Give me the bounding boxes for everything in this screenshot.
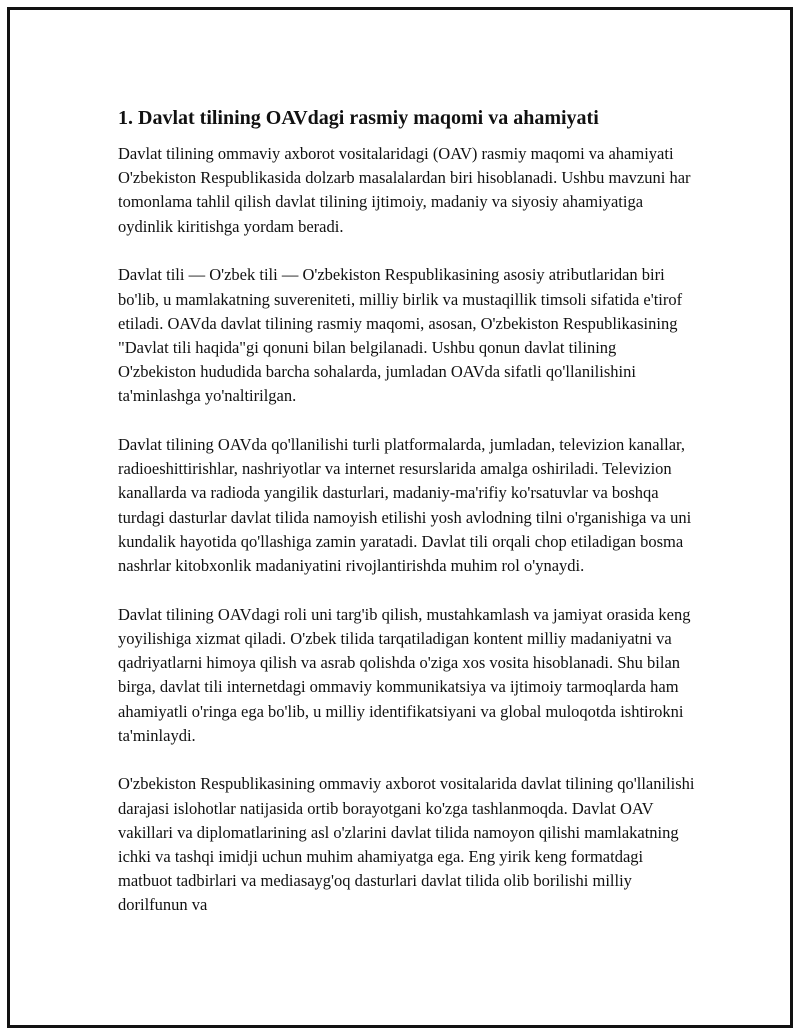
document-body <box>118 94 698 942</box>
paragraph-3: Davlat tilining OAVda qo'llanilishi turli platformalarda, jumladan, televizion kanallar, radioeshittirishlar, nashriyotlar va internet resurslarida amalga oshiriladi. Televizion kanallarda va radioda yangilik dasturlari, madaniy-ma'rifiy ko'rsatuvlar va boshqa turdagi dasturlar davlat tilida namoyish etilishi yosh avlodning tilni o'rganishiga va uni kundalik hayotida qo'llashiga zamin yaratadi. Davlat tili orqali chop etiladigan bosma nashrlar kitobxonlik madaniyatini rivojlantirishda muhim rol o'ynaydi. <box>118 435 692 576</box>
paragraph-4: Davlat tilining OAVdagi roli uni targ'ib qilish, mustahkamlash va jamiyat orasida keng yoyilishiga xizmat qiladi. O'zbek tilida tarqatiladigan kontent milliy madaniyatni va qadriyatlarni himoya qilish va asrab qolishda o'ziga xos vosita hisoblanadi. Shu bilan birga, davlat tili internetdagi ommaviy kommunikatsiya va ijtimoiy tarmoqlarda ham ahamiyatli o'ringa ega bo'lib, u milliy identifikatsiyani va global muloqotda ishtirokni ta'minlaydi. <box>118 604 691 745</box>
page-frame <box>7 7 793 1028</box>
paragraph-2: Davlat tili — O'zbek tili — O'zbekiston Respublikasining asosiy atributlaridan biri bo'lib, u mamlakatning suvereniteti, milliy birlik va mustaqillik timsoli sifatida e'tirof etiladi. OAVda davlat tilining rasmiy maqomi, asosan, O'zbekiston Respublikasining "Davlat tili haqida"gi qonuni bilan belgilanadi. Ushbu qonun davlat tilining O'zbekiston hududida barcha sohalarda, jumladan OAVda sifatli qo'llanilishini ta'minlashga yo'naltirilgan. <box>118 265 683 406</box>
section-heading: 1. Davlat tilining OAVdagi rasmiy maqomi va ahamiyati <box>118 107 599 129</box>
paragraph-1: Davlat tilining ommaviy axborot vositalaridagi (OAV) rasmiy maqomi va ahamiyati O'zbekiston Respublikasida dolzarb masalalardan biri hisoblanadi. Ushbu mavzuni har tomonlama tahlil qilish davlat tilining ijtimoiy, madaniy va siyosiy ahamiyatiga oydinlik kiritishga yordam beradi. <box>118 144 691 236</box>
paragraph-5: O'zbekiston Respublikasining ommaviy axborot vositalarida davlat tilining qo'llanilishi darajasi islohotlar natijasida ortib borayotgani ko'zga tashlanmoqda. Davlat OAV vakillari va diplomatlarining asl o'zlarini davlat tilida namoyon qilishi mamlakatning ichki va tashqi imidji uchun muhim ahamiyatga ega. Eng yirik keng formatdagi matbuot tadbirlari va mediasayg'oq dasturlari davlat tilida olib borilishi milliy dorilfunun va <box>118 774 695 915</box>
